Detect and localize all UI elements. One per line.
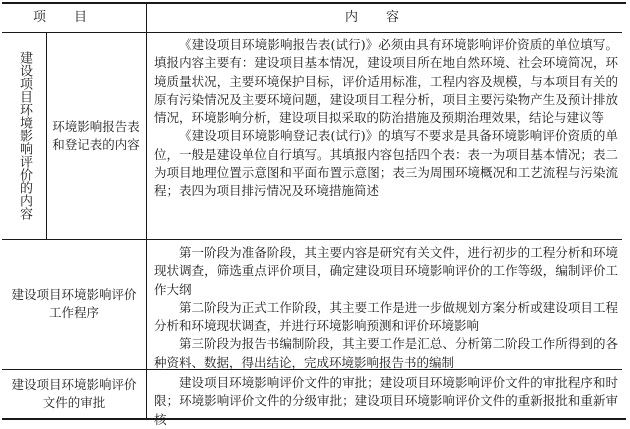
row-label: 建设项目环境影响评价文件的审批 xyxy=(11,376,137,410)
content-table xyxy=(2,2,626,427)
paragraph: 第三阶段为报告书编制阶段，其主要工作是汇总、分析第二阶段工作所得到的各种资料、数据，得出结论，完成环境影响报告书的编制 xyxy=(154,336,618,370)
paragraph: 《建设项目环境影响登记表(试行)》的填写不要求是具备环境影响评价资质的单位，一般是建设单位自行填写。其填报内容包括四个表：表一为项目基本情况；表二为项目地理位置示意图和平面布置示意图；表三为周围环境概况和工艺流程与污染流程；表四为项目排污情况及环境措施简述 xyxy=(154,128,618,199)
divider xyxy=(2,32,622,33)
header-content: 内容 xyxy=(344,10,427,25)
row-label: 环境影响报告表和登记表的内容 xyxy=(52,118,140,152)
row-label: 建设项目环境影响评价工作程序 xyxy=(11,287,137,320)
paragraph: 第一阶段为准备阶段，其主要内容是研究有关文件，进行初步的工程分析和环境现状调查，筛选重点评价项目，确定建设项目环境影响评价的工作等级，编制评价工作大纲 xyxy=(154,245,618,297)
group-label: 建设项目环境影响评价的内容 xyxy=(17,51,32,220)
divider xyxy=(2,369,622,370)
divider xyxy=(46,32,47,239)
divider xyxy=(2,239,622,240)
paragraph: 《建设项目环境影响报告表(试行)》必须由具有环境影响评价资质的单位填写。填报内容主要有：建设项目基本情况，建设项目所在地自然环境、社会环境简况，环境质量状况，主要环境保护目标，评价适用标准，工程内容及规模，与本项目有关的原有污染情况及主要环境问题，建设项目工程分析，项目主要污染物产生及预计排放情况，环境影响分析，建设项目拟采取的防治措施及预期治理效果，结论与建议等 xyxy=(154,37,618,126)
row-content xyxy=(146,244,626,368)
divider xyxy=(146,4,147,418)
header-item: 项目 xyxy=(32,10,115,25)
row-content xyxy=(146,374,626,427)
paragraph: 建设项目环境影响评价文件的审批；建设项目环境影响评价文件的审批程序和时限；环境影响评价文件的分级审批；建设项目环境影响评价文件的重新报批和重新审核 xyxy=(154,375,618,427)
paragraph: 第二阶段为正式工作阶段，其主要工作是进一步做规划方案分析或建设项目工程分析和环境现状调查，并进行环境影响预测和评价环境影响 xyxy=(154,299,618,334)
row-content xyxy=(146,36,626,236)
